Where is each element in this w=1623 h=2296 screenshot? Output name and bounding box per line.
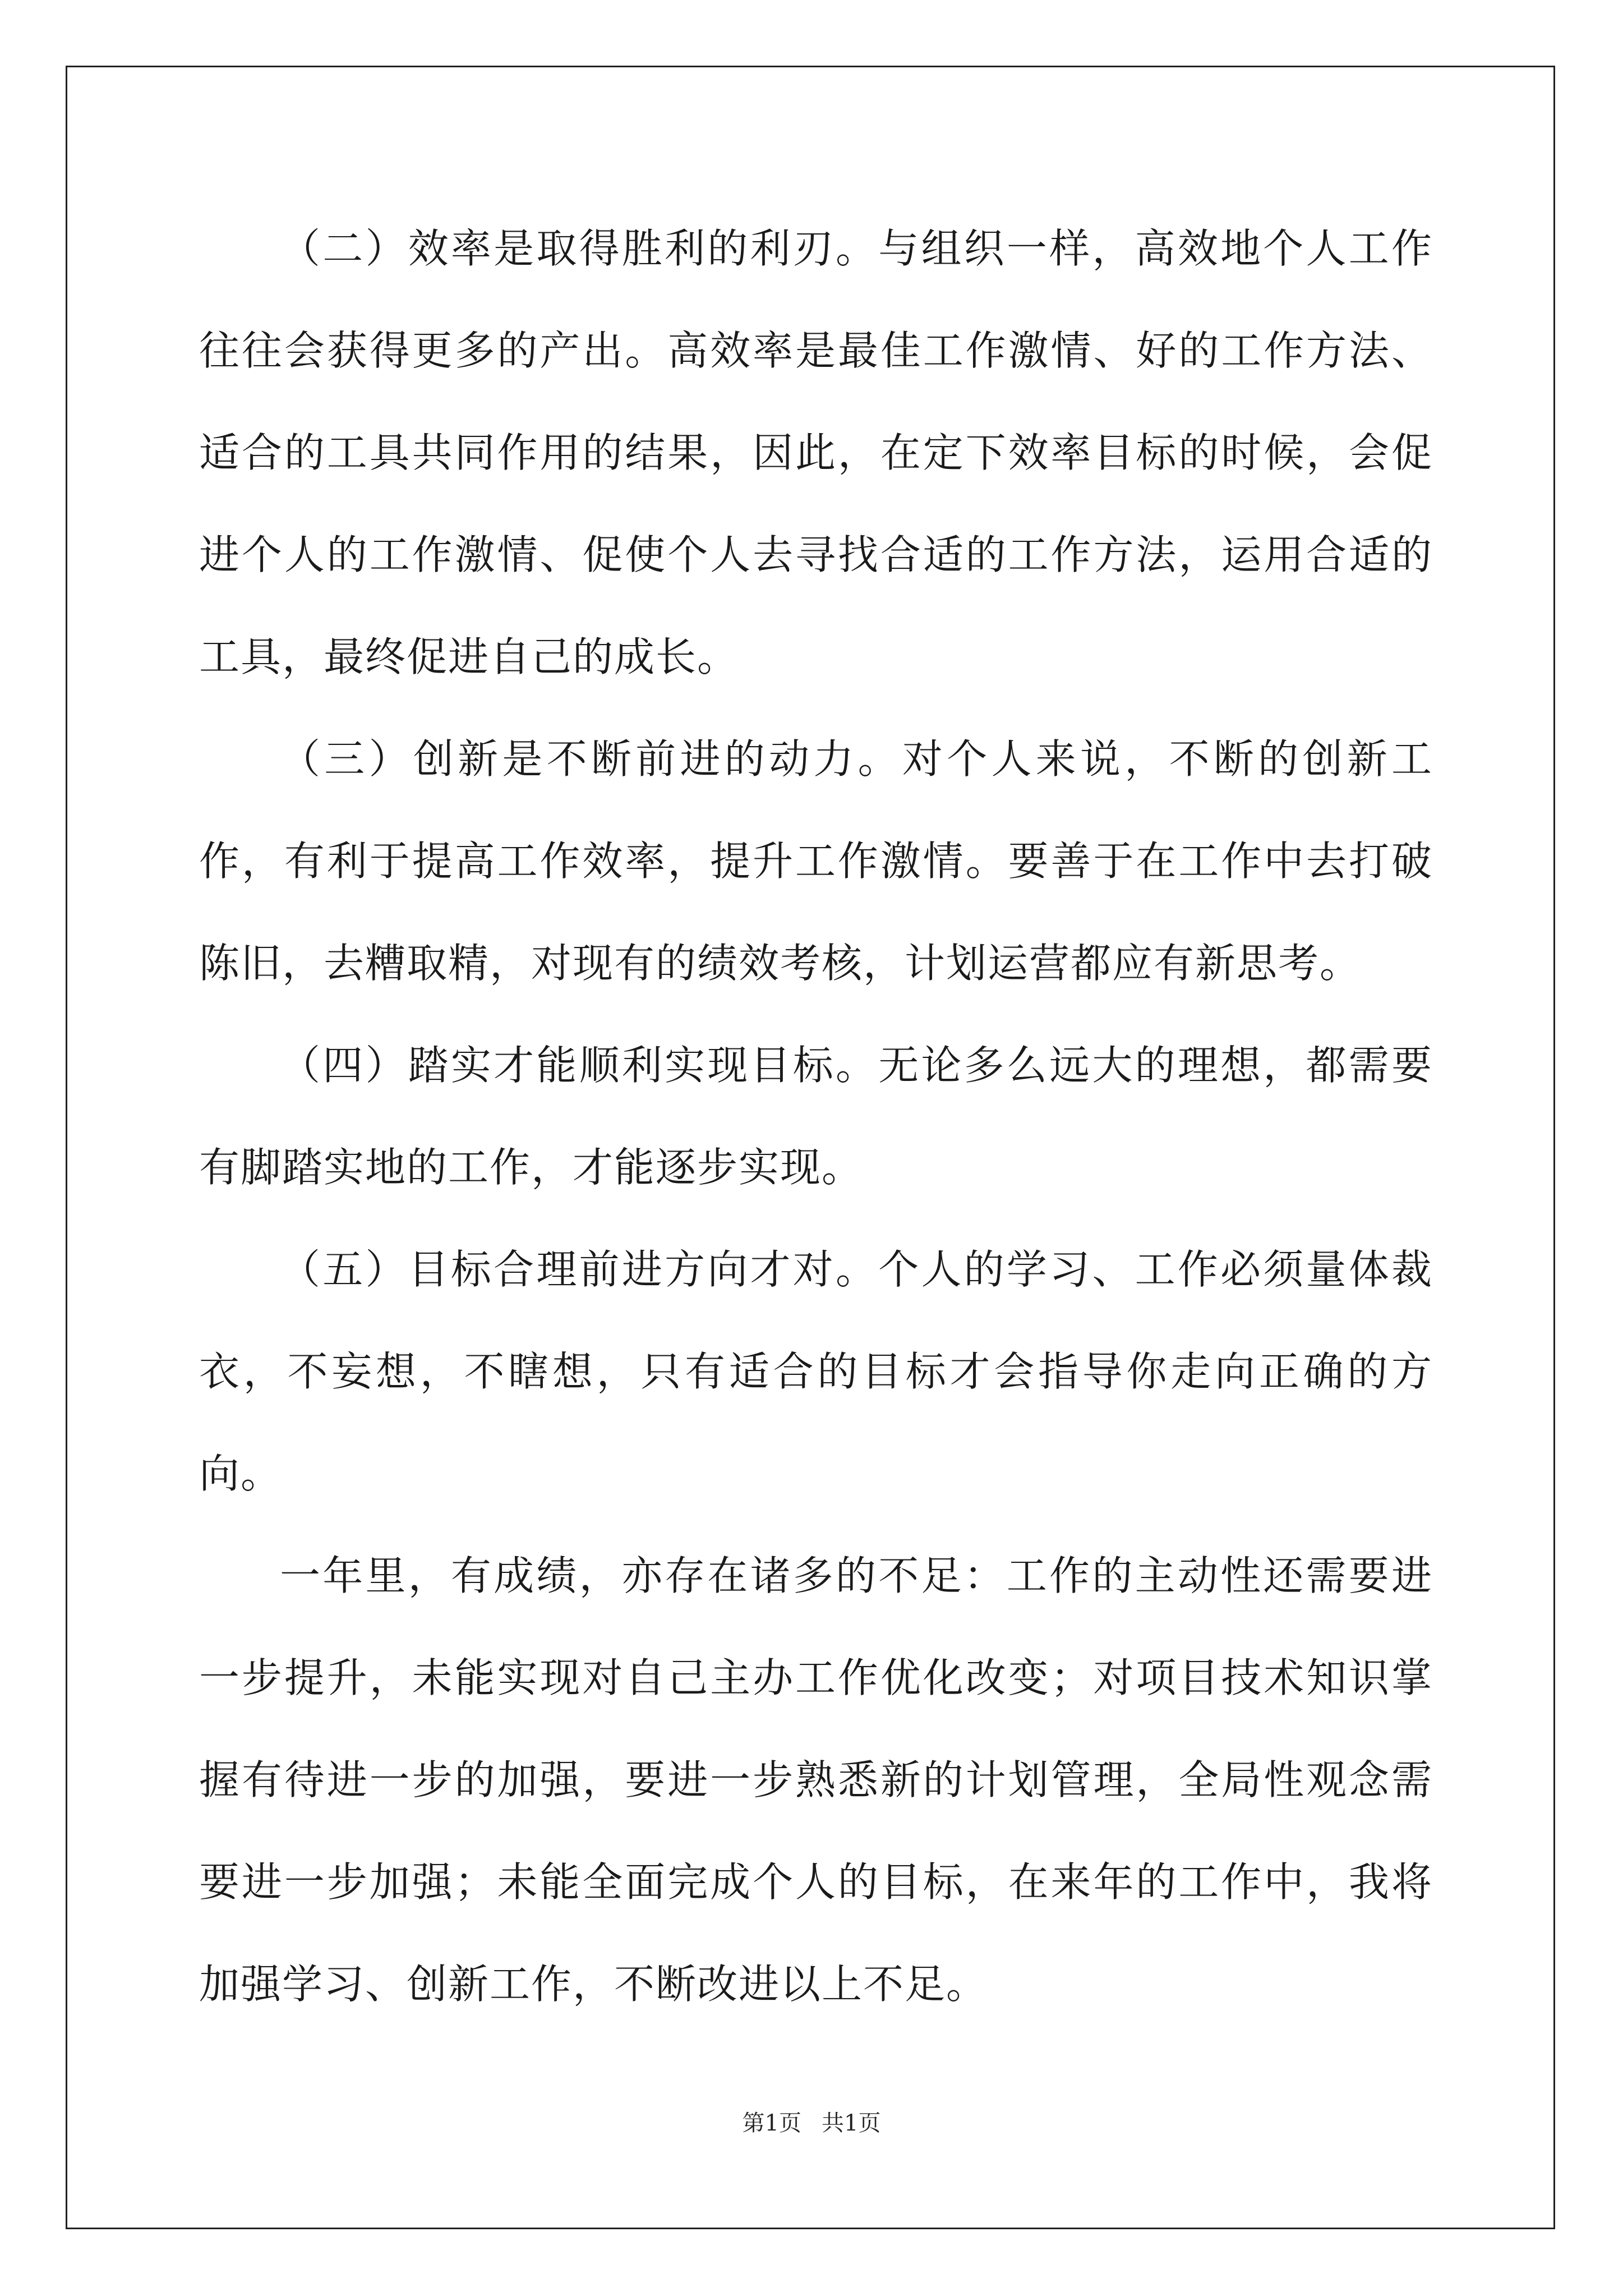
paragraph-efficiency: （二）效率是取得胜利的利刃。与组织一样，高效地个人工作往往会获得更多的产出。高效率是最佳工作激情、好的工作方法、适合的工具共同作用的结果，因此，在定下效率目标的时候，会促进个人的工作激情、促使个人去寻找合适的工作方法，运用合适的工具，最终促进自己的成长。 [199, 225, 1433, 680]
page-number: 第1页 [742, 2110, 801, 2136]
paragraph-diligence: （四）踏实才能顺利实现目标。无论多么远大的理想，都需要有脚踏实地的工作，才能逐步实现。 [199, 1042, 1433, 1191]
paragraph-goals: （五）目标合理前进方向才对。个人的学习、工作必须量体裁衣，不妄想，不瞎想，只有适合的目标才会指导你走向正确的方向。 [199, 1246, 1433, 1497]
paragraph-shortcomings: 一年里，有成绩，亦存在诸多的不足：工作的主动性还需要进一步提升，未能实现对自己主办工作优化改变；对项目技术知识掌握有待进一步的加强，要进一步熟悉新的计划管理，全局性观念需要进一步加强；未能全面完成个人的目标，在来年的工作中，我将加强学习、创新工作，不断改进以上不足。 [199, 1552, 1433, 2008]
total-pages: 共1页 [822, 2110, 881, 2136]
document-body [199, 197, 1433, 2035]
page-footer [0, 2105, 1623, 2137]
paragraph-innovation: （三）创新是不断前进的动力。对个人来说，不断的创新工作，有利于提高工作效率，提升工作激情。要善于在工作中去打破陈旧，去糟取精，对现有的绩效考核，计划运营都应有新思考。 [199, 735, 1433, 987]
